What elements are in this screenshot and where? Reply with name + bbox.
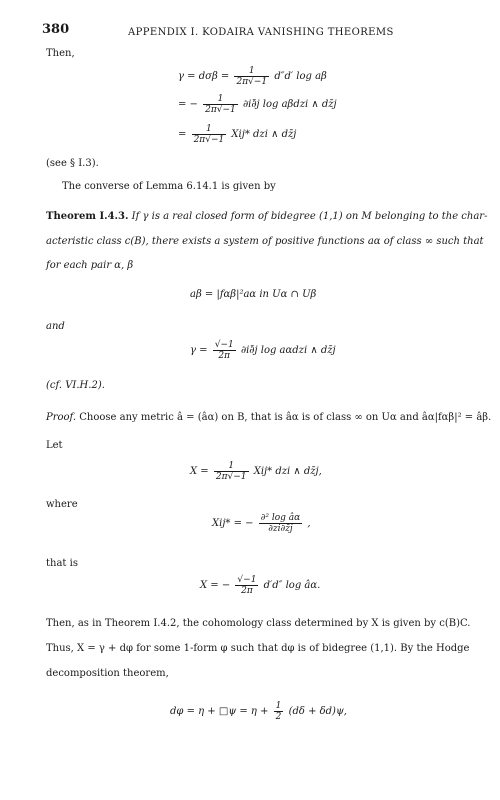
equation-2: aβ = |fαβ|²aα in Uα ∩ Uβ bbox=[190, 289, 317, 300]
equation-3: γ = $\frac{√-1}{2\pi}$ ∂i∂̄j log aαdzi ∧ dz̄j bbox=[190, 340, 336, 361]
theorem-line-2: acteristic class c(B), there exists a system of positive functions aα of class ∞ such that bbox=[46, 236, 484, 247]
para-line-3: decomposition theorem, bbox=[46, 668, 169, 679]
then-text: Then, bbox=[46, 48, 75, 59]
equation-5: Xij* = − $\frac{\text{∂² log âα}}{\partial zi\partial z̄j}$ , bbox=[212, 513, 311, 534]
para-line-1: Then, as in Theorem I.4.2, the cohomology class determined by X is given by c(B)C. bbox=[46, 618, 471, 629]
fraction: $\frac{1}{2\pi√-1}$ bbox=[236, 66, 268, 87]
equation-1-line-3: = $\frac{1}{2\pi√-1}$ Xij* dzi ∧ dz̄j bbox=[178, 124, 297, 145]
cf-reference: (cf. VI.H.2). bbox=[46, 380, 105, 391]
theorem-label: Theorem I.4.3. bbox=[46, 211, 129, 222]
and-word: and bbox=[46, 321, 65, 332]
let-word: Let bbox=[46, 440, 63, 451]
eq1-line2-body: ∂i∂̄j log aβdzi ∧ dz̄j bbox=[242, 99, 337, 110]
equation-1-line-1 bbox=[178, 66, 327, 87]
equation-7: dφ = η + □ψ = η + $\frac{1}{2}$ (dδ + δd)ψ, bbox=[170, 701, 347, 722]
proof-label: Proof. bbox=[46, 412, 77, 423]
that-is-text: that is bbox=[46, 558, 78, 569]
fraction: $\frac{1}{2\pi√-1}$ bbox=[215, 461, 247, 482]
equation-1-line-2: = − $\frac{1}{2\pi√-1}$ ∂i∂̄j log aβdzi ∧ dz̄j bbox=[178, 94, 337, 115]
running-title: APPENDIX I. KODAIRA VANISHING THEOREMS bbox=[128, 27, 394, 38]
eq1-line3-body: Xij* dzi ∧ dz̄j bbox=[231, 129, 297, 140]
fraction: $\frac{√-1}{2\pi}$ bbox=[237, 575, 257, 596]
fraction: $\frac{√-1}{2\pi}$ bbox=[214, 340, 234, 361]
equation-4: X = $\frac{1}{2\pi√-1}$ Xij* dzi ∧ dz̄j, bbox=[190, 461, 322, 482]
equation-6: X = − $\frac{√-1}{2\pi}$ d′d″ log âα. bbox=[200, 575, 321, 596]
eq1-lhs: γ = dσβ = bbox=[178, 71, 230, 82]
page-number: 380 bbox=[42, 22, 70, 37]
fraction: $\frac{\text{∂² log âα}}{\partial zi\partial z̄j}$ bbox=[260, 513, 301, 534]
para-line-2: Thus, X = γ + dφ for some 1-form φ such that dφ is of bidegree (1,1). By the Hodge bbox=[46, 643, 470, 654]
theorem-line-3: for each pair α, β bbox=[46, 260, 134, 271]
converse-sentence: The converse of Lemma 6.14.1 is given by bbox=[62, 181, 276, 192]
fraction: $\frac{1}{2}$ bbox=[275, 701, 282, 722]
where-word: where bbox=[46, 499, 78, 510]
see-reference: (see § I.3). bbox=[46, 158, 99, 169]
fraction: $\frac{1}{2\pi√-1}$ bbox=[205, 94, 236, 115]
fraction: $\frac{1}{2\pi√-1}$ bbox=[193, 124, 225, 145]
eq1-rhs: d″d′ log aβ bbox=[274, 71, 327, 82]
theorem-line-1: Theorem I.4.3. If γ is a real closed form of bidegree (1,1) on M belonging to the char- bbox=[46, 211, 488, 222]
proof-line-1: Proof. Choose any metric â = (âα) on B, that is âα is of class ∞ on Uα and âα|fαβ|² = âβ. bbox=[46, 412, 492, 423]
